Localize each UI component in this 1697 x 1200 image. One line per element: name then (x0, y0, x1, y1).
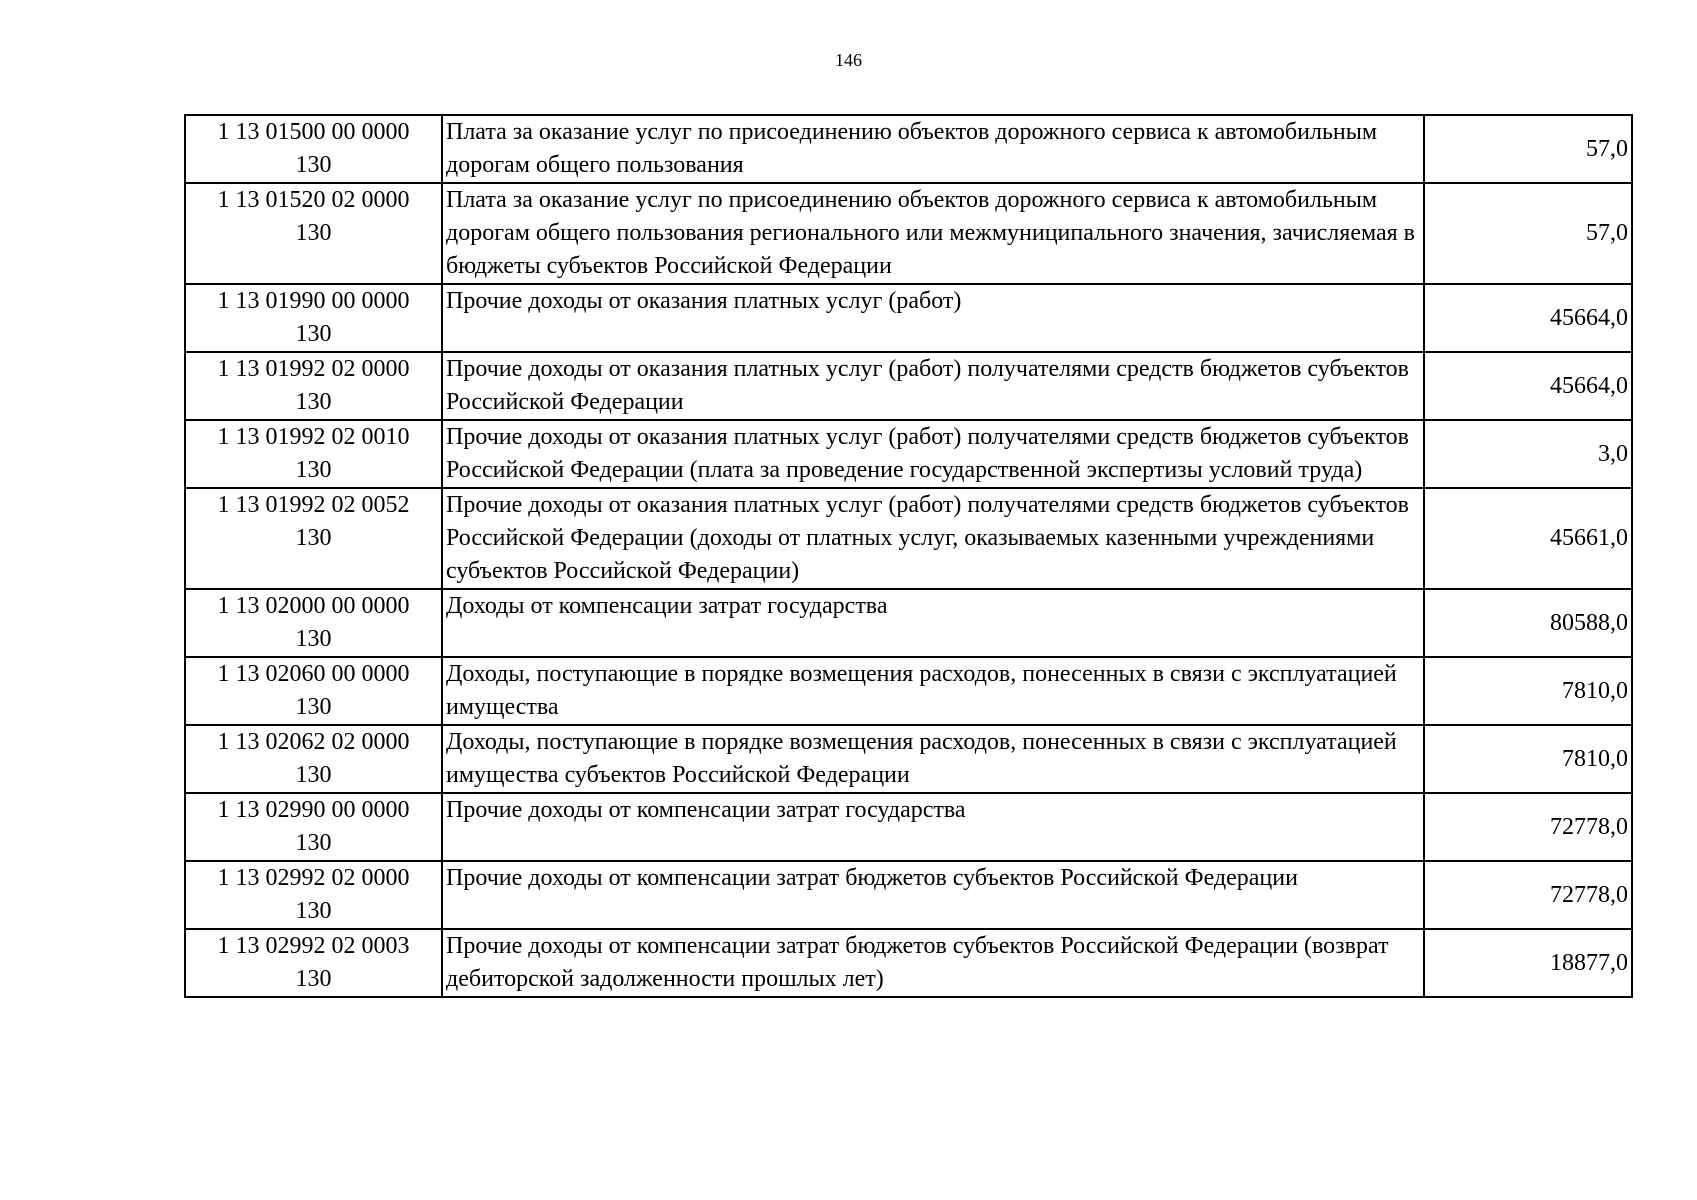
revenue-amount: 18877,0 (1424, 929, 1632, 997)
revenue-amount: 72778,0 (1424, 793, 1632, 861)
revenue-code-cell (185, 929, 442, 997)
revenue-amount: 72778,0 (1424, 861, 1632, 929)
revenue-code: 1 13 01992 02 0010 (217, 424, 410, 450)
table-row (185, 793, 1632, 861)
revenue-code: 1 13 01992 02 0000 (217, 356, 410, 382)
revenue-name: Доходы, поступающие в порядке возмещения расходов, понесенных в связи с эксплуатацией имущества субъектов Российской Федерации (442, 725, 1424, 793)
revenue-name: Плата за оказание услуг по присоединению объектов дорожного сервиса к автомобильным дорогам общего пользования регионального или межмуниципального значения, зачисляемая в бюджеты субъектов Российской Федерации (442, 183, 1424, 284)
revenue-code: 1 13 02062 02 0000 (217, 729, 410, 755)
revenue-amount: 3,0 (1424, 420, 1632, 488)
revenue-code-cell (185, 183, 442, 284)
table-row (185, 420, 1632, 488)
revenue-amount: 57,0 (1424, 115, 1632, 183)
revenue-code-cell (185, 793, 442, 861)
revenue-amount: 45661,0 (1424, 488, 1632, 589)
revenue-code: 1 13 02992 02 0003 (217, 933, 410, 959)
table-row (185, 183, 1632, 284)
revenue-code-cell (185, 115, 442, 183)
revenue-code-suffix: 130 (295, 152, 332, 178)
revenue-code-suffix: 130 (295, 389, 332, 415)
revenue-code-suffix: 130 (295, 457, 332, 483)
table-row (185, 861, 1632, 929)
revenue-amount: 45664,0 (1424, 352, 1632, 420)
revenue-amount: 7810,0 (1424, 725, 1632, 793)
table-row (185, 725, 1632, 793)
revenue-name: Доходы от компенсации затрат государства (442, 589, 1424, 657)
revenue-amount: 57,0 (1424, 183, 1632, 284)
revenue-code-cell (185, 725, 442, 793)
revenue-name: Прочие доходы от оказания платных услуг (работ) получателями средств бюджетов субъектов Российской Федерации (442, 352, 1424, 420)
revenue-name: Прочие доходы от компенсации затрат государства (442, 793, 1424, 861)
revenue-code-cell (185, 352, 442, 420)
revenue-amount: 7810,0 (1424, 657, 1632, 725)
revenue-name: Прочие доходы от компенсации затрат бюджетов субъектов Российской Федерации (442, 861, 1424, 929)
revenue-code-suffix: 130 (295, 898, 332, 924)
revenue-code: 1 13 02990 00 0000 (217, 797, 410, 823)
table-row (185, 657, 1632, 725)
table-row (185, 488, 1632, 589)
revenue-amount: 45664,0 (1424, 284, 1632, 352)
table-row (185, 352, 1632, 420)
table-row (185, 284, 1632, 352)
revenue-name: Прочие доходы от оказания платных услуг (работ) получателями средств бюджетов субъектов Российской Федерации (доходы от платных услуг, оказываемых казенными учреждениями субъектов Российской Федерации) (442, 488, 1424, 589)
revenue-code-suffix: 130 (295, 966, 332, 992)
revenue-code: 1 13 02060 00 0000 (217, 661, 410, 687)
revenue-code: 1 13 01992 02 0052 (217, 492, 410, 518)
revenue-name: Прочие доходы от оказания платных услуг (работ) получателями средств бюджетов субъектов Российской Федерации (плата за проведение государственной экспертизы условий труда) (442, 420, 1424, 488)
revenue-code-suffix: 130 (295, 220, 332, 246)
revenue-code-cell (185, 861, 442, 929)
revenue-code-cell (185, 657, 442, 725)
revenue-code: 1 13 02992 02 0000 (217, 865, 410, 891)
page-number: 146 (835, 50, 862, 70)
revenue-name: Доходы, поступающие в порядке возмещения расходов, понесенных в связи с эксплуатацией имущества (442, 657, 1424, 725)
revenue-name: Прочие доходы от компенсации затрат бюджетов субъектов Российской Федерации (возврат дебиторской задолженности прошлых лет) (442, 929, 1424, 997)
revenue-code-suffix: 130 (295, 626, 332, 652)
revenue-code-cell (185, 488, 442, 589)
revenue-code: 1 13 01500 00 0000 (217, 119, 410, 145)
revenue-code-suffix: 130 (295, 321, 332, 347)
revenue-code-cell (185, 420, 442, 488)
revenue-code-suffix: 130 (295, 762, 332, 788)
revenue-code-cell (185, 284, 442, 352)
table-row (185, 589, 1632, 657)
revenue-table (184, 114, 1633, 998)
table-row (185, 929, 1632, 997)
revenue-name: Плата за оказание услуг по присоединению объектов дорожного сервиса к автомобильным дорогам общего пользования (442, 115, 1424, 183)
revenue-name: Прочие доходы от оказания платных услуг (работ) (442, 284, 1424, 352)
revenue-amount: 80588,0 (1424, 589, 1632, 657)
revenue-code: 1 13 02000 00 0000 (217, 593, 410, 619)
revenue-code: 1 13 01520 02 0000 (217, 187, 410, 213)
revenue-code: 1 13 01990 00 0000 (217, 288, 410, 314)
revenue-code-cell (185, 589, 442, 657)
revenue-code-suffix: 130 (295, 830, 332, 856)
table-row (185, 115, 1632, 183)
revenue-code-suffix: 130 (295, 525, 332, 551)
revenue-code-suffix: 130 (295, 694, 332, 720)
